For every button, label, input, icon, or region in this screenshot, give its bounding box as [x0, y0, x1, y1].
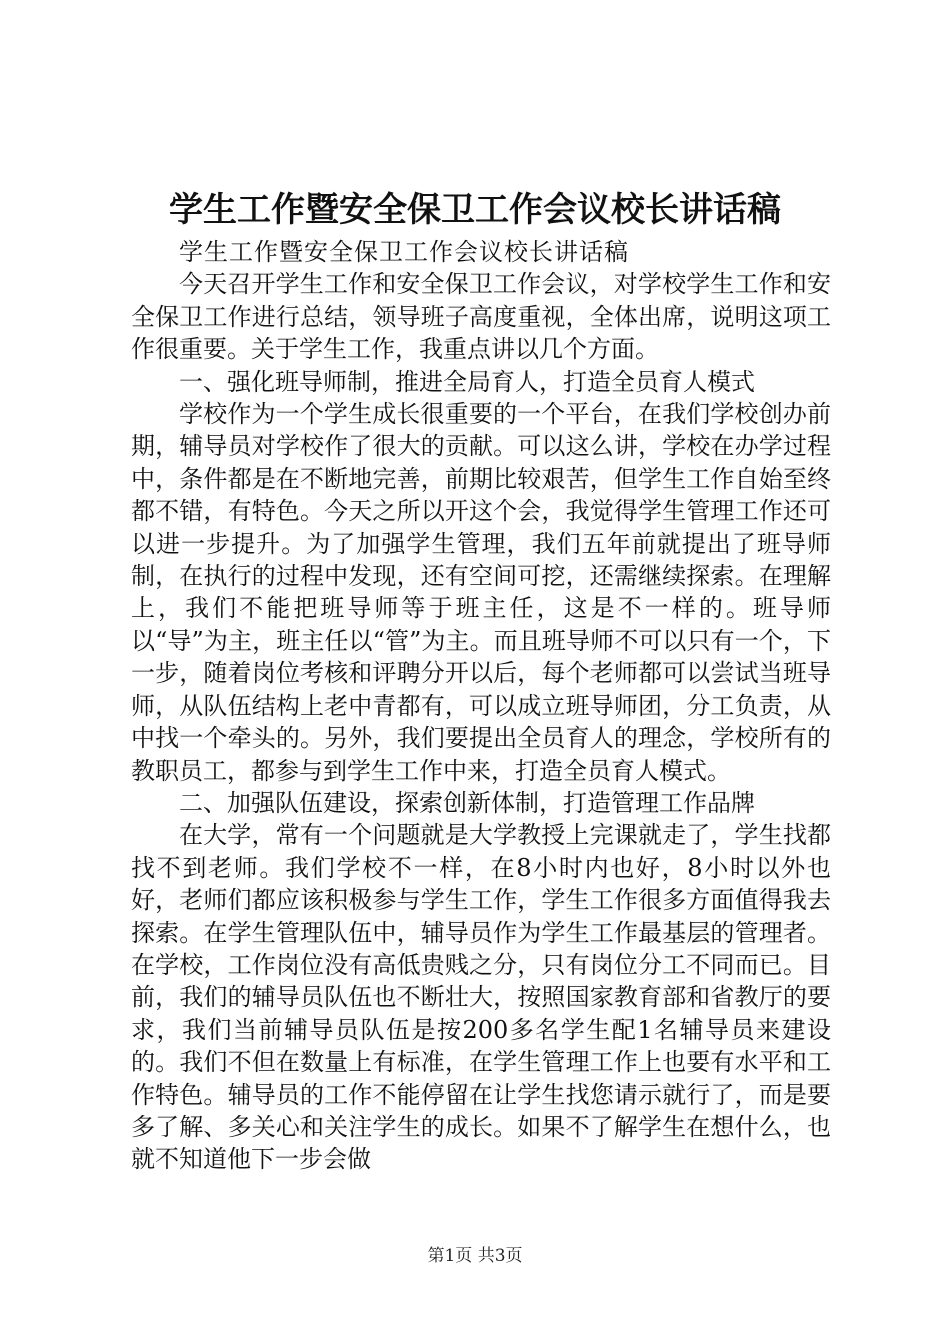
paragraph-intro: 今天召开学生工作和安全保卫工作会议，对学校学生工作和安全保卫工作进行总结，领导班子高度重视，全体出席，说明这项工作很重要。关于学生工作，我重点讲以几个方面。 [131, 270, 831, 364]
document-title: 学生工作暨安全保卫工作会议校长讲话稿 [169, 190, 781, 230]
paragraph-section-2: 在大学，常有一个问题就是大学教授上完课就走了，学生找都找不到老师。我们学校不一样，在8小时内也好，8小时以外也好，老师们都应该积极参与学生工作，学生工作很多方面值得我去探索。在学生管理队伍中，辅导员作为学生工作最基层的管理者。在学校，工作岗位没有高低贵贱之分，只有岗位分工不同而已。目前，我们的辅导员队伍也不断壮大，按照国家教育部和省教厅的要求，我们当前辅导员队伍是按200多名学生配1名辅导员来建设的。我们不但在数量上有标准，在学生管理工作上也要有水平和工作特色。辅导员的工作不能停留在让学生找您请示就行了，而是要多了解、多关心和关注学生的成长。如果不了解学生在想什么，也就不知道他下一步会做 [131, 821, 831, 1174]
document-subtitle: 学生工作暨安全保卫工作会议校长讲话稿 [179, 238, 629, 266]
section-heading-2: 二、加强队伍建设，探索创新体制，打造管理工作品牌 [179, 788, 755, 817]
paragraph-section-1: 学校作为一个学生成长很重要的一个平台，在我们学校创办前期，辅导员对学校作了很大的贡献。可以这么讲，学校在办学过程中，条件都是在不断地完善，前期比较艰苦，但学生工作自始至终都不错，有特色。今天之所以开这个会，我觉得学生管理工作还可以进一步提升。为了加强学生管理，我们五年前就提出了班导师制，在执行的过程中发现，还有空间可挖，还需继续探索。在理解上，我们不能把班导师等于班主任，这是不一样的。班导师以“导”为主，班主任以“管”为主。而且班导师不可以只有一个，下一步，随着岗位考核和评聘分开以后，每个老师都可以尝试当班导师，从队伍结构上老中青都有，可以成立班导师团，分工负责，从中找一个牵头的。另外，我们要提出全员育人的理念，学校所有的教职员工，都参与到学生工作中来，打造全员育人模式。 [131, 400, 831, 785]
section-heading-1: 一、强化班导师制，推进全局育人，打造全员育人模式 [179, 367, 755, 396]
page-number-footer: 第1页 共3页 [427, 1246, 523, 1266]
document-body [131, 236, 831, 1176]
